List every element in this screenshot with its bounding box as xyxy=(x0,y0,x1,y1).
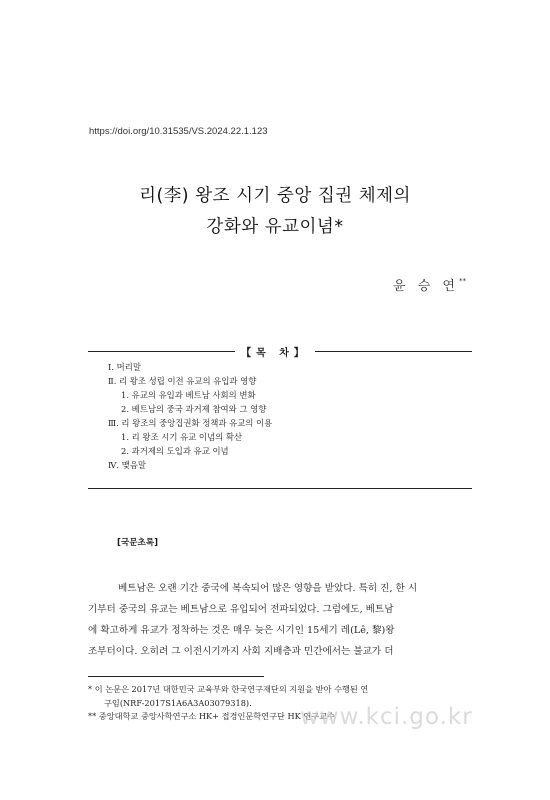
abstract-heading: [국문초록] xyxy=(117,538,159,548)
toc-item: 2. 베트남의 중국 과거제 참여와 그 영향 xyxy=(121,404,267,414)
toc-heading xyxy=(0,341,550,360)
toc-item: Ⅱ. 리 왕조 성립 이전 유교의 유입과 영향 xyxy=(108,376,257,386)
author-name: 윤 승 연 xyxy=(393,279,459,294)
abstract-line: 베트남은 오랜 기간 중국에 복속되어 많은 영향을 받았다. 특히 진, 한 시 xyxy=(118,583,418,594)
doi-link[interactable]: https://doi.org/10.31535/VS.2024.22.1.123 xyxy=(89,126,268,137)
toc-heading-text: 【목 차】 xyxy=(235,348,315,359)
paper-title-line-2: 강화와 유교이념* xyxy=(206,217,344,237)
toc-item: Ⅰ. 머리말 xyxy=(108,362,141,372)
toc-item: 2. 과거제의 도입과 유교 이념 xyxy=(121,446,229,456)
author-footnote-mark: ** xyxy=(459,276,466,285)
abstract-line: 조부터이다. 오히려 그 이전시기까지 사회 지배층과 민간에서는 불교가 더 xyxy=(88,646,394,657)
toc-item: 1. 리 왕조 시기 유교 이념의 확산 xyxy=(121,432,243,442)
abstract-line: 에 확고하게 유교가 정착하는 것은 매우 늦은 시기인 15세기 레(Lê, 黎)왕 xyxy=(88,625,395,636)
toc-item: 1. 유교의 유입과 베트남 사회의 변화 xyxy=(121,390,256,400)
watermark: www.kci.go.kr xyxy=(300,704,473,730)
toc-item: Ⅳ. 맺음말 xyxy=(108,460,146,470)
footnote-rule xyxy=(88,676,264,677)
toc-bottom-rule xyxy=(88,488,472,489)
footnote-line: * 이 논문은 2017년 대한민국 교육부와 한국연구재단의 지원을 받아 수행된 연 xyxy=(88,684,369,694)
abstract-line: 기부터 중국의 유교는 베트남으로 유입되어 전파되었다. 그럼에도, 베트남 xyxy=(88,604,394,615)
footnote-line: ** 중앙대학교 중앙사학연구소 HK+ 접경인문학연구단 HK 연구교수 xyxy=(88,711,335,721)
author xyxy=(393,275,466,294)
table-of-contents xyxy=(108,360,468,472)
toc-item: Ⅲ. 리 왕조의 중앙집권화 정책과 유교의 이용 xyxy=(108,418,273,428)
paper-title-line-1: 리(李) 왕조 시기 중앙 집권 체제의 xyxy=(139,186,411,206)
abstract-body xyxy=(88,578,472,662)
footnote-line: 구임(NRF-2017S1A6A3A03079318). xyxy=(104,697,252,708)
